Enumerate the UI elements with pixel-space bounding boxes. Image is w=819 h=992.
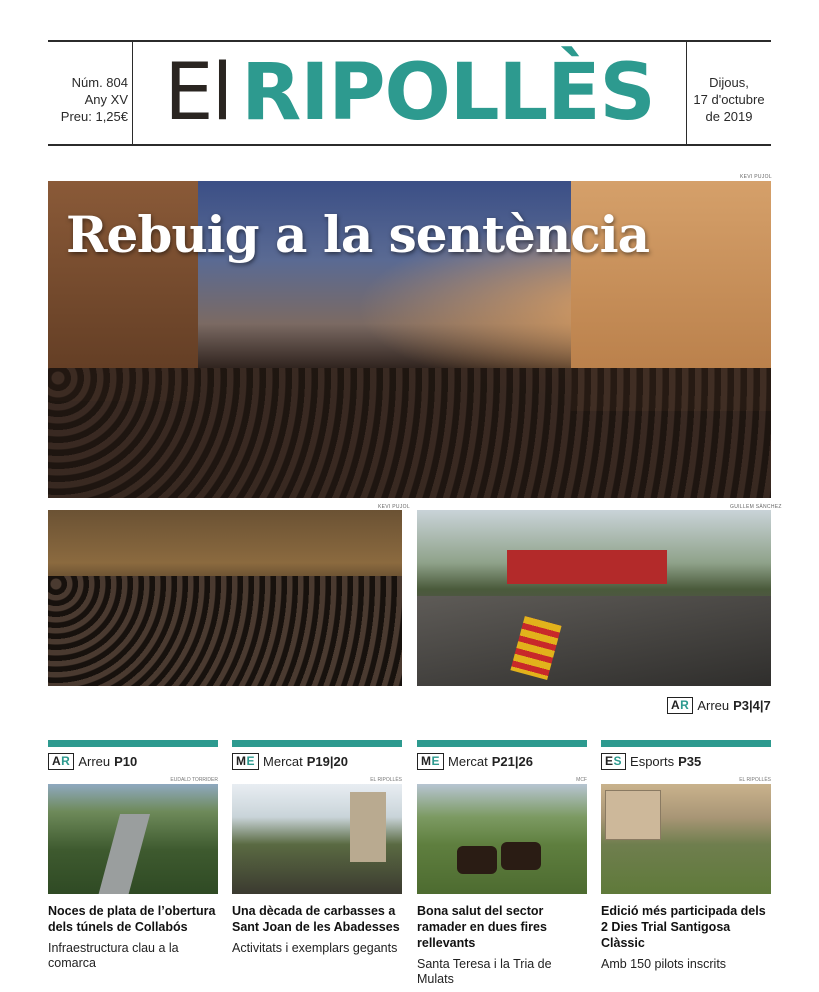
section-pages: P3|4|7: [733, 698, 771, 713]
teaser-column[interactable]: [48, 740, 218, 971]
teaser-headline[interactable]: Edició més participada dels 2 Dies Trial Santigosa Clàssic: [601, 904, 766, 950]
teaser-photo-credit: EL RIPOLLÈS: [370, 777, 402, 783]
section-name: Mercat: [448, 754, 488, 769]
section-name: Arreu: [78, 754, 111, 769]
main-section-tag[interactable]: [667, 697, 771, 714]
issue-info: [48, 74, 128, 125]
teaser-photo[interactable]: [601, 784, 771, 894]
teaser-photo[interactable]: [48, 784, 218, 894]
section-code-box: ME: [232, 753, 259, 770]
logo-main: RIPOLLÈS: [241, 48, 655, 138]
teaser-column[interactable]: [417, 740, 587, 987]
horse: [501, 842, 541, 870]
teaser-headline[interactable]: Una dècada de carbasses a Sant Joan de les Abadesses: [232, 904, 400, 934]
tunnel-road: [96, 814, 150, 894]
section-pages: P10: [114, 754, 138, 769]
teaser-photo-credit: MCF: [576, 777, 587, 783]
hero-crowd: [48, 368, 771, 498]
road-protest-photo-right[interactable]: [417, 510, 771, 686]
teaser-photo-credit: EUDALD TORRIDER: [170, 777, 218, 783]
left-photo-credit: KEVI PUJOL: [378, 504, 410, 510]
teaser-subhead: Amb 150 pilots inscrits: [601, 957, 727, 971]
masthead-divider-left: [132, 42, 133, 144]
teaser-section-tag[interactable]: [232, 753, 402, 770]
teaser-photo[interactable]: [232, 784, 402, 894]
section-pages: P19|20: [306, 754, 348, 769]
protest-crowd: [48, 576, 402, 686]
hero-photo-credit: KEVI PUJOL: [740, 174, 772, 180]
road: [417, 596, 771, 686]
hero-headline[interactable]: Rebuig a la sentència: [66, 205, 650, 264]
section-name: Esports: [630, 754, 675, 769]
masthead-bottom-rule: [48, 144, 771, 146]
teaser-bar: [601, 740, 771, 747]
section-code-box: ES: [601, 753, 626, 770]
section-name: Arreu: [697, 698, 730, 713]
house: [605, 790, 661, 840]
teaser-section-tag[interactable]: [417, 753, 587, 770]
issue-number: Núm. 804: [71, 75, 128, 90]
section-code-box: AR: [667, 697, 693, 714]
horse: [457, 846, 497, 874]
teaser-photo-credit: EL RIPOLLÈS: [739, 777, 771, 783]
section-pages: P21|26: [491, 754, 533, 769]
teaser-bar: [48, 740, 218, 747]
teaser-headline[interactable]: Bona salut del sector ramader en dues fires rellevants: [417, 904, 547, 950]
church-tower: [350, 792, 386, 862]
teaser-section-tag[interactable]: [601, 753, 771, 770]
teaser-column[interactable]: [232, 740, 402, 956]
teaser-section-tag[interactable]: [48, 753, 218, 770]
right-photo-credit: GUILLEM SÀNCHEZ: [730, 504, 782, 510]
protest-photo-left[interactable]: [48, 510, 402, 686]
issue-date-line2: de 2019: [705, 109, 753, 124]
section-code-box: AR: [48, 753, 74, 770]
issue-weekday: Dijous,: [709, 75, 749, 90]
section-code-box: ME: [417, 753, 444, 770]
teaser-subhead: Activitats i exemplars gegants: [232, 941, 398, 955]
teaser-bar: [417, 740, 587, 747]
masthead: [48, 40, 771, 146]
section-name: Mercat: [263, 754, 303, 769]
hero-photo[interactable]: [48, 181, 771, 498]
teaser-subhead: Infraestructura clau a la comarca: [48, 941, 179, 970]
teaser-subhead: Santa Teresa i la Tria de Mulats: [417, 957, 552, 986]
logo-prefix: El: [164, 48, 232, 138]
teaser-headline[interactable]: Noces de plata de l’obertura dels túnels de Collabós: [48, 904, 216, 934]
teaser-column[interactable]: [601, 740, 771, 972]
teaser-photo[interactable]: [417, 784, 587, 894]
teaser-bar: [232, 740, 402, 747]
issue-year: Any XV: [84, 92, 128, 107]
truck: [507, 550, 667, 584]
issue-date: [687, 74, 771, 125]
newspaper-logo[interactable]: [148, 42, 671, 144]
issue-price: Preu: 1,25€: [60, 109, 128, 124]
section-pages: P35: [678, 754, 702, 769]
issue-date-line1: 17 d'octubre: [693, 92, 765, 107]
